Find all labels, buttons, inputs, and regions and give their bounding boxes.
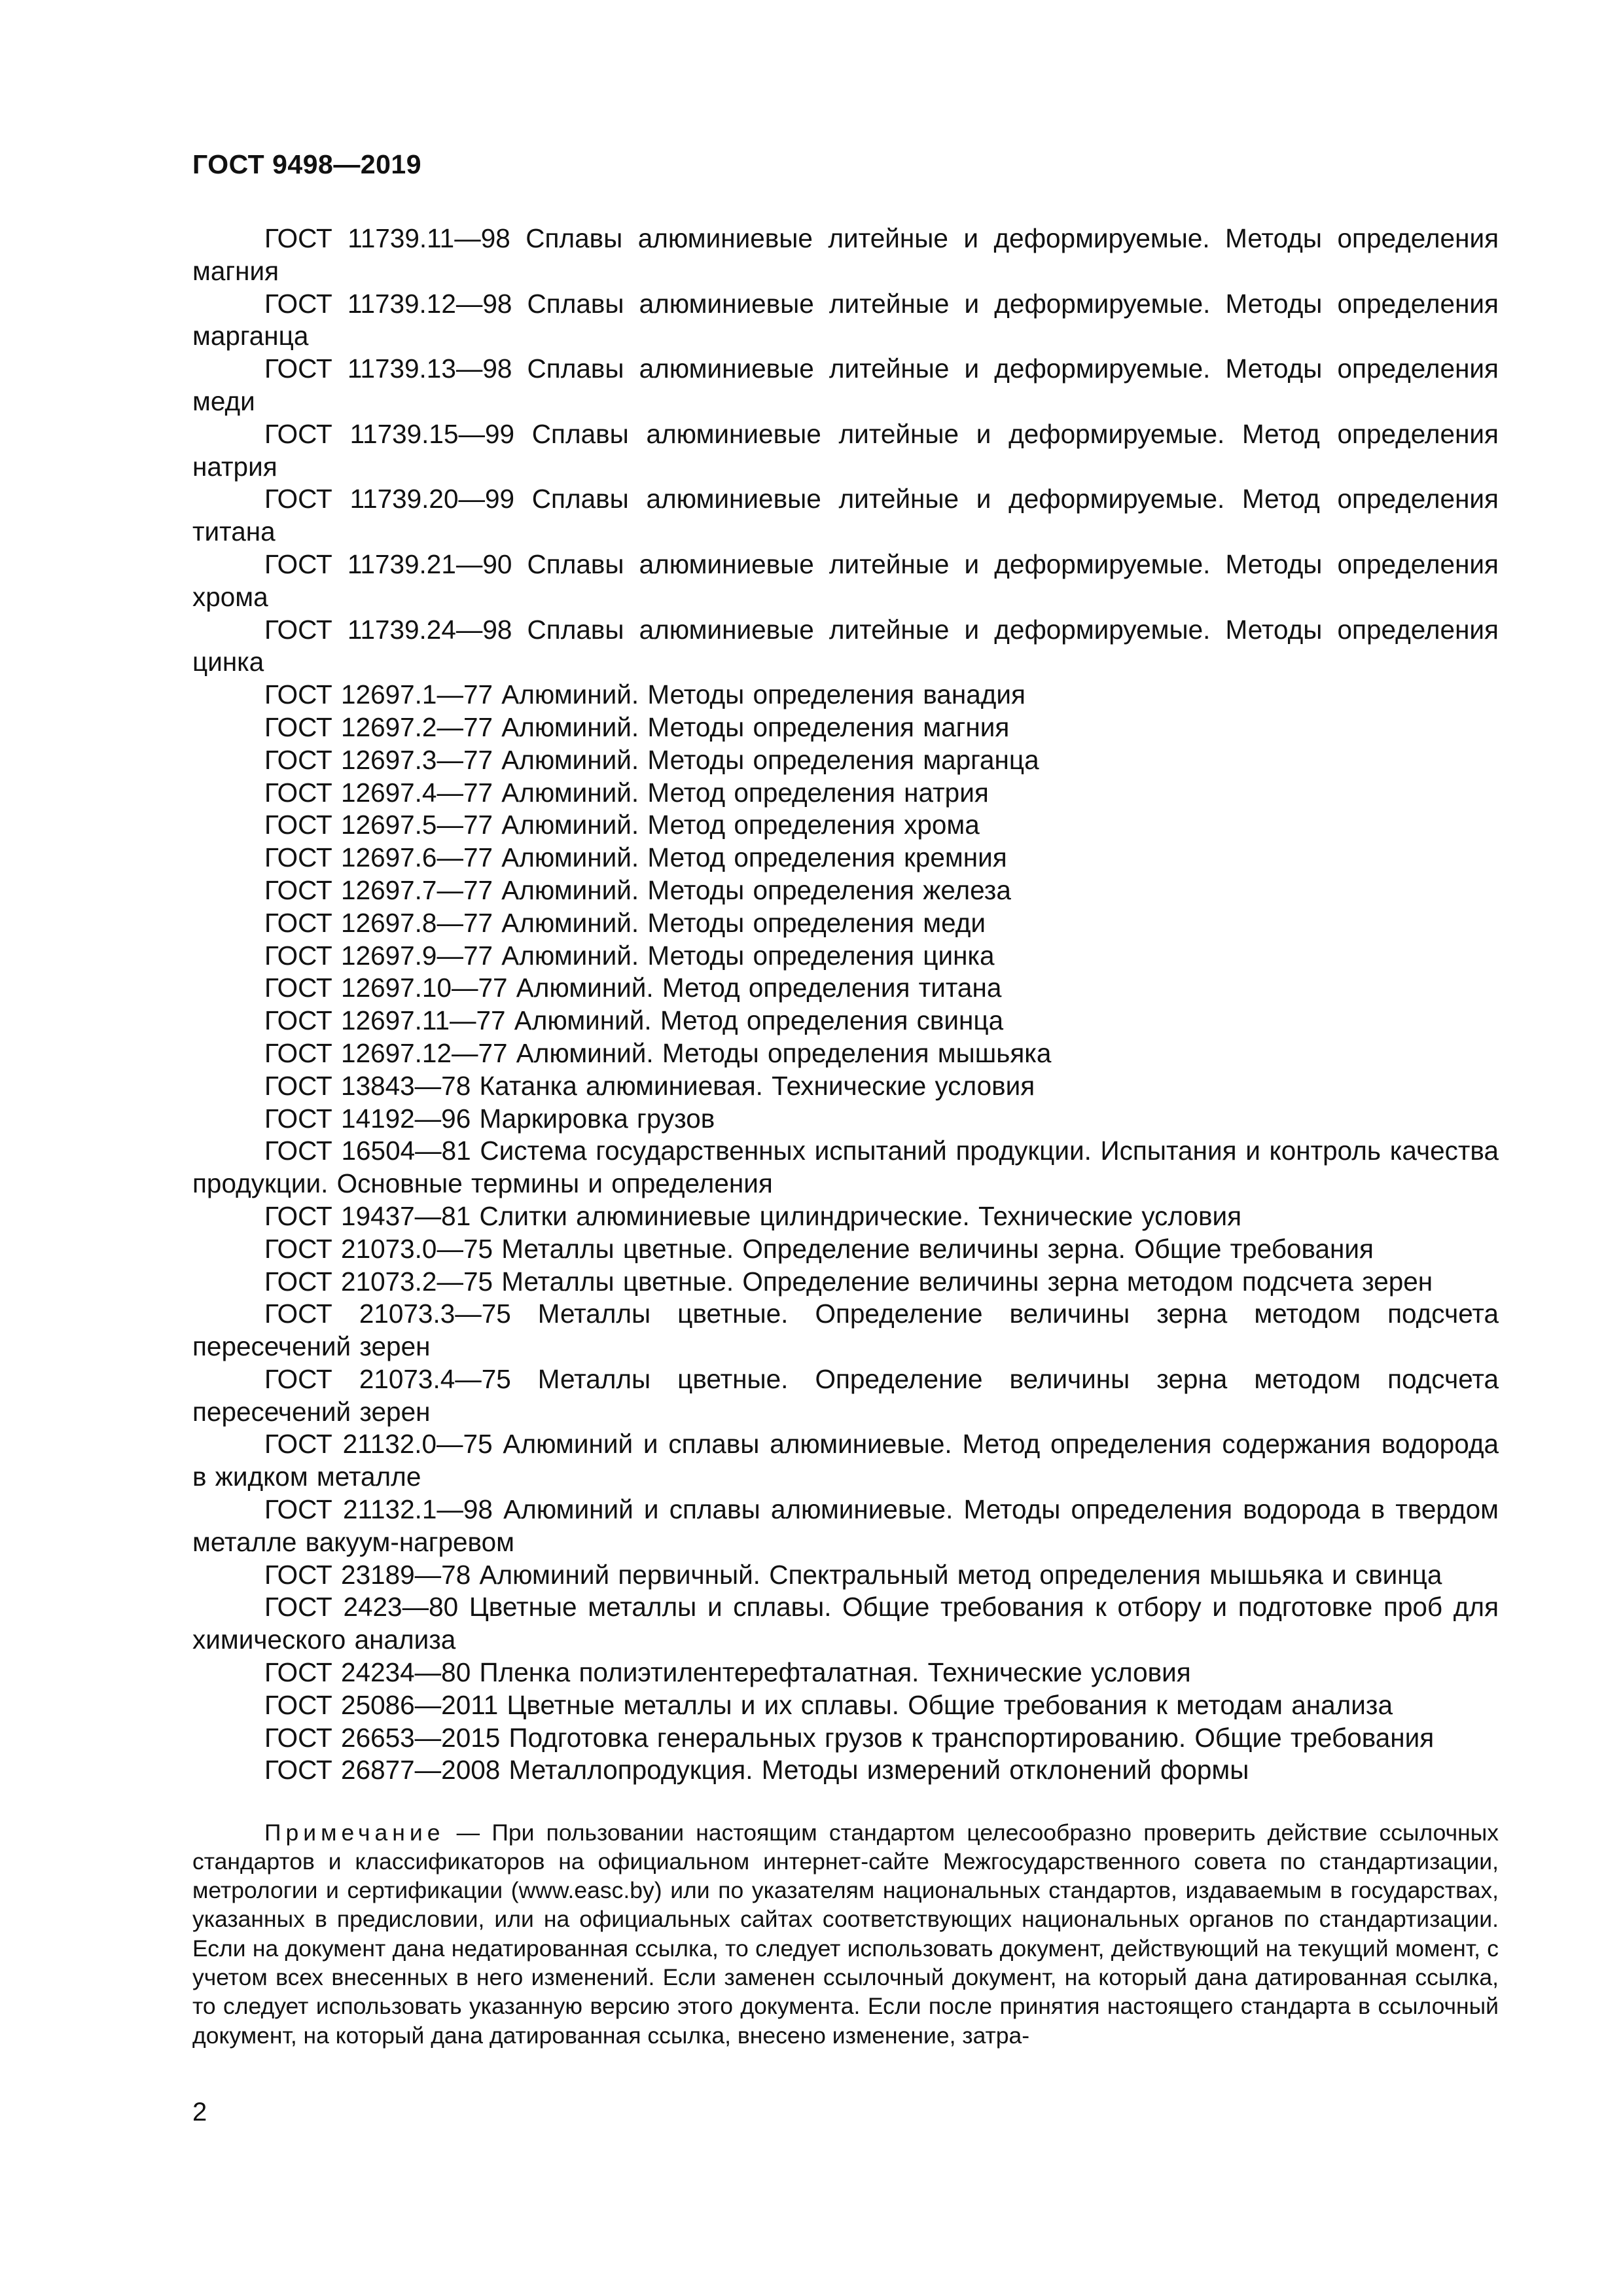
normative-references-list [192,223,1499,1787]
reference-item: ГОСТ 11739.20—99 Сплавы алюминиевые литейные и деформируемые. Метод определения титана [192,484,1499,547]
reference-item: ГОСТ 12697.7—77 Алюминий. Методы определения железа [264,874,1011,905]
reference-item: ГОСТ 21132.1—98 Алюминий и сплавы алюминиевые. Методы определения водорода в твердом металле вакуум-нагревом [192,1494,1499,1557]
reference-item: ГОСТ 12697.11—77 Алюминий. Метод определения свинца [264,1005,1004,1036]
reference-item: ГОСТ 21073.3—75 Металлы цветные. Определение величины зерна методом подсчета пересечений зерен [192,1299,1499,1362]
reference-item: ГОСТ 11739.15—99 Сплавы алюминиевые литейные и деформируемые. Метод определения натрия [192,418,1499,482]
reference-item: ГОСТ 11739.24—98 Сплавы алюминиевые литейные и деформируемые. Методы определения цинка [192,614,1499,677]
reference-item: ГОСТ 11739.12—98 Сплавы алюминиевые литейные и деформируемые. Методы определения марганца [192,288,1499,351]
reference-item: ГОСТ 12697.1—77 Алюминий. Методы определения ванадия [264,679,1026,710]
reference-item: ГОСТ 11739.21—90 Сплавы алюминиевые литейные и деформируемые. Методы определения хрома [192,548,1499,612]
reference-item: ГОСТ 12697.8—77 Алюминий. Методы определения меди [264,907,986,938]
note-label: Примечание [264,1819,445,1846]
reference-item: ГОСТ 16504—81 Система государственных испытаний продукции. Испытания и контроль качества продукции. Основные термины и определения [192,1136,1499,1199]
reference-item: ГОСТ 19437—81 Слитки алюминиевые цилиндрические. Технические условия [264,1200,1242,1231]
page-number: 2 [192,2098,207,2126]
reference-item: ГОСТ 2423—80 Цветные металлы и сплавы. Общие требования к отбору и подготовке проб для химического анализа [192,1592,1499,1655]
reference-item: ГОСТ 12697.10—77 Алюминий. Метод определения титана [264,973,1002,1003]
reference-item: ГОСТ 12697.4—77 Алюминий. Метод определения натрия [264,777,989,808]
reference-item: ГОСТ 12697.12—77 Алюминий. Методы определения мышьяка [264,1037,1052,1068]
reference-item: ГОСТ 13843—78 Катанка алюминиевая. Технические условия [264,1070,1035,1101]
reference-item: ГОСТ 12697.5—77 Алюминий. Метод определения хрома [264,810,980,840]
reference-item: ГОСТ 11739.13—98 Сплавы алюминиевые литейные и деформируемые. Методы определения меди [192,353,1499,416]
reference-item: ГОСТ 21073.4—75 Металлы цветные. Определение величины зерна методом подсчета пересечений зерен [192,1363,1499,1427]
reference-item: ГОСТ 12697.3—77 Алюминий. Методы определения марганца [264,744,1039,775]
document-header: ГОСТ 9498—2019 [192,149,422,179]
reference-item: ГОСТ 26877—2008 Металлопродукция. Методы измерений отклонений формы [264,1755,1249,1785]
note-text: — При пользовании настоящим стандартом целесообразно проверить действие ссылочных стандартов и классификаторов на официальном интернет-сайте Межгосударственного совета по стандартизации, метрологии и сертификации (www.easc.by) или по указателям национальных стандартов, издаваемым в государствах, указанных в предисловии, или на официальных сайтах соответствующих национальных органов по стандартизации. Если на документ дана недатированная ссылка, то следует использовать документ, действующий на текущий момент, с учетом всех внесенных в него изменений. Если заменен ссылочный документ, на который дана датированная ссылка, то следует использовать указанную версию этого документа. Если после принятия настоящего стандарта в ссылочный документ, на который дана датированная ссылка, внесено изменение, затра- [192,1819,1499,2049]
reference-item: ГОСТ 12697.2—77 Алюминий. Методы определения магния [264,711,1010,742]
reference-item: ГОСТ 14192—96 Маркировка грузов [264,1103,715,1134]
reference-item: ГОСТ 21073.2—75 Металлы цветные. Определение величины зерна методом подсчета зерен [264,1266,1433,1297]
reference-item: ГОСТ 26653—2015 Подготовка генеральных грузов к транспортированию. Общие требования [264,1722,1435,1753]
reference-item: ГОСТ 23189—78 Алюминий первичный. Спектральный метод определения мышьяка и свинца [264,1559,1442,1590]
note-paragraph [192,1818,1499,2050]
reference-item: ГОСТ 24234—80 Пленка полиэтилентерефталатная. Технические условия [264,1657,1191,1688]
reference-item: ГОСТ 21073.0—75 Металлы цветные. Определение величины зерна. Общие требования [264,1233,1374,1264]
reference-item: ГОСТ 11739.11—98 Сплавы алюминиевые литейные и деформируемые. Методы определения магния [192,223,1499,286]
reference-item: ГОСТ 12697.9—77 Алюминий. Методы определения цинка [264,940,995,971]
reference-item: ГОСТ 21132.0—75 Алюминий и сплавы алюминиевые. Метод определения содержания водорода в жидком металле [192,1429,1499,1492]
reference-item: ГОСТ 12697.6—77 Алюминий. Метод определения кремния [264,842,1007,873]
reference-item: ГОСТ 25086—2011 Цветные металлы и их сплавы. Общие требования к методам анализа [264,1689,1393,1720]
